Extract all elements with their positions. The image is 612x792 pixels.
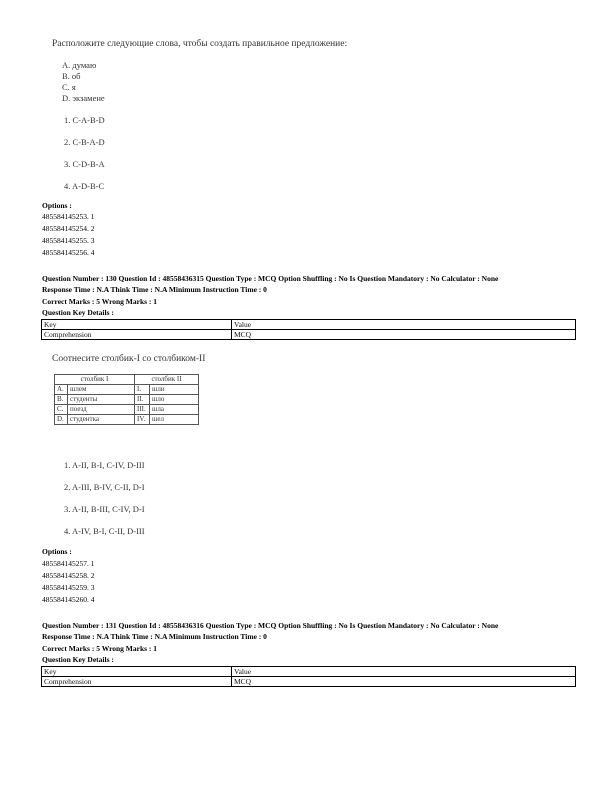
q130-meta-line1: Question Number : 130 Question Id : 48558436315 Question Type : MCQ Option Shuffling : No Is Question Mandatory : No Calculator : None xyxy=(42,274,499,283)
row-word: студентка xyxy=(68,415,135,425)
key-cell: Comprehension xyxy=(42,677,232,687)
q1-item: B. об xyxy=(62,71,81,81)
value-cell: MCQ xyxy=(232,330,576,340)
match-row xyxy=(55,405,199,415)
row-word: шлем xyxy=(68,385,135,395)
row-numeral: III. xyxy=(135,405,150,415)
q131-key-table xyxy=(41,666,576,687)
q130-choice: 1. A-II, B-I, C-IV, D-III xyxy=(64,460,145,470)
q1-option-id: 485584145256. 4 xyxy=(42,248,95,257)
q130-marks: Correct Marks : 5 Wrong Marks : 1 xyxy=(42,297,158,306)
q1-item: A. думаю xyxy=(62,60,97,70)
row-verb: шло xyxy=(150,395,199,405)
row-letter: B. xyxy=(55,395,68,405)
row-numeral: II. xyxy=(135,395,150,405)
q1-option-id: 485584145254. 2 xyxy=(42,224,95,233)
match-table xyxy=(54,374,199,425)
col1-header: столбик I xyxy=(55,375,135,385)
q1-choice: 3. C-D-B-A xyxy=(64,159,105,169)
match-row xyxy=(55,385,199,395)
q1-item: C. я xyxy=(62,82,76,92)
q130-choice: 3. A-II, B-III, C-IV, D-I xyxy=(64,504,145,514)
col2-header: столбик II xyxy=(135,375,199,385)
q130-key-table xyxy=(41,319,576,340)
row-letter: C. xyxy=(55,405,68,415)
row-numeral: I. xyxy=(135,385,150,395)
q1-choice: 4. A-D-B-C xyxy=(64,181,105,191)
row-verb: шел xyxy=(150,415,199,425)
q1-item: D. экзамене xyxy=(62,93,105,103)
q130-options-label: Options : xyxy=(42,547,72,556)
row-letter: A. xyxy=(55,385,68,395)
key-cell: Comprehension xyxy=(42,330,232,340)
q1-choice: 1. C-A-B-D xyxy=(64,115,105,125)
q130-meta-line2: Response Time : N.A Think Time : N.A Minimum Instruction Time : 0 xyxy=(42,285,267,294)
q1-instruction: Расположите следующие слова, чтобы создать правильное предложение: xyxy=(52,39,348,49)
q1-choice: 2. C-B-A-D xyxy=(64,137,105,147)
row-verb: шла xyxy=(150,405,199,415)
q130-option-id: 485584145260. 4 xyxy=(42,595,95,604)
match-row xyxy=(55,395,199,405)
q131-meta-line2: Response Time : N.A Think Time : N.A Minimum Instruction Time : 0 xyxy=(42,632,267,641)
q131-key-details: Question Key Details : xyxy=(42,655,114,664)
q1-option-id: 485584145255. 3 xyxy=(42,236,95,245)
row-word: студенты xyxy=(68,395,135,405)
key-header: Key xyxy=(42,320,232,330)
q130-choice: 2. A-III, B-IV, C-II, D-I xyxy=(64,482,145,492)
q130-option-id: 485584145258. 2 xyxy=(42,571,95,580)
value-header: Value xyxy=(232,320,576,330)
row-letter: D. xyxy=(55,415,68,425)
match-row xyxy=(55,415,199,425)
value-cell: MCQ xyxy=(232,677,576,687)
row-verb: шли xyxy=(150,385,199,395)
value-header: Value xyxy=(232,667,576,677)
q130-key-details: Question Key Details : xyxy=(42,308,114,317)
q1-options-label: Options : xyxy=(42,201,72,210)
key-header: Key xyxy=(42,667,232,677)
q130-option-id: 485584145259. 3 xyxy=(42,583,95,592)
q131-marks: Correct Marks : 5 Wrong Marks : 1 xyxy=(42,644,158,653)
q130-choice: 4. A-IV, B-I, C-II, D-III xyxy=(64,526,145,536)
q130-instruction: Соотнесите столбик-I со столбиком-II xyxy=(52,354,206,364)
q1-option-id: 485584145253. 1 xyxy=(42,212,95,221)
q130-option-id: 485584145257. 1 xyxy=(42,559,95,568)
row-word: поезд xyxy=(68,405,135,415)
row-numeral: IV. xyxy=(135,415,150,425)
q131-meta-line1: Question Number : 131 Question Id : 48558436316 Question Type : MCQ Option Shuffling : No Is Question Mandatory : No Calculator : None xyxy=(42,621,499,630)
